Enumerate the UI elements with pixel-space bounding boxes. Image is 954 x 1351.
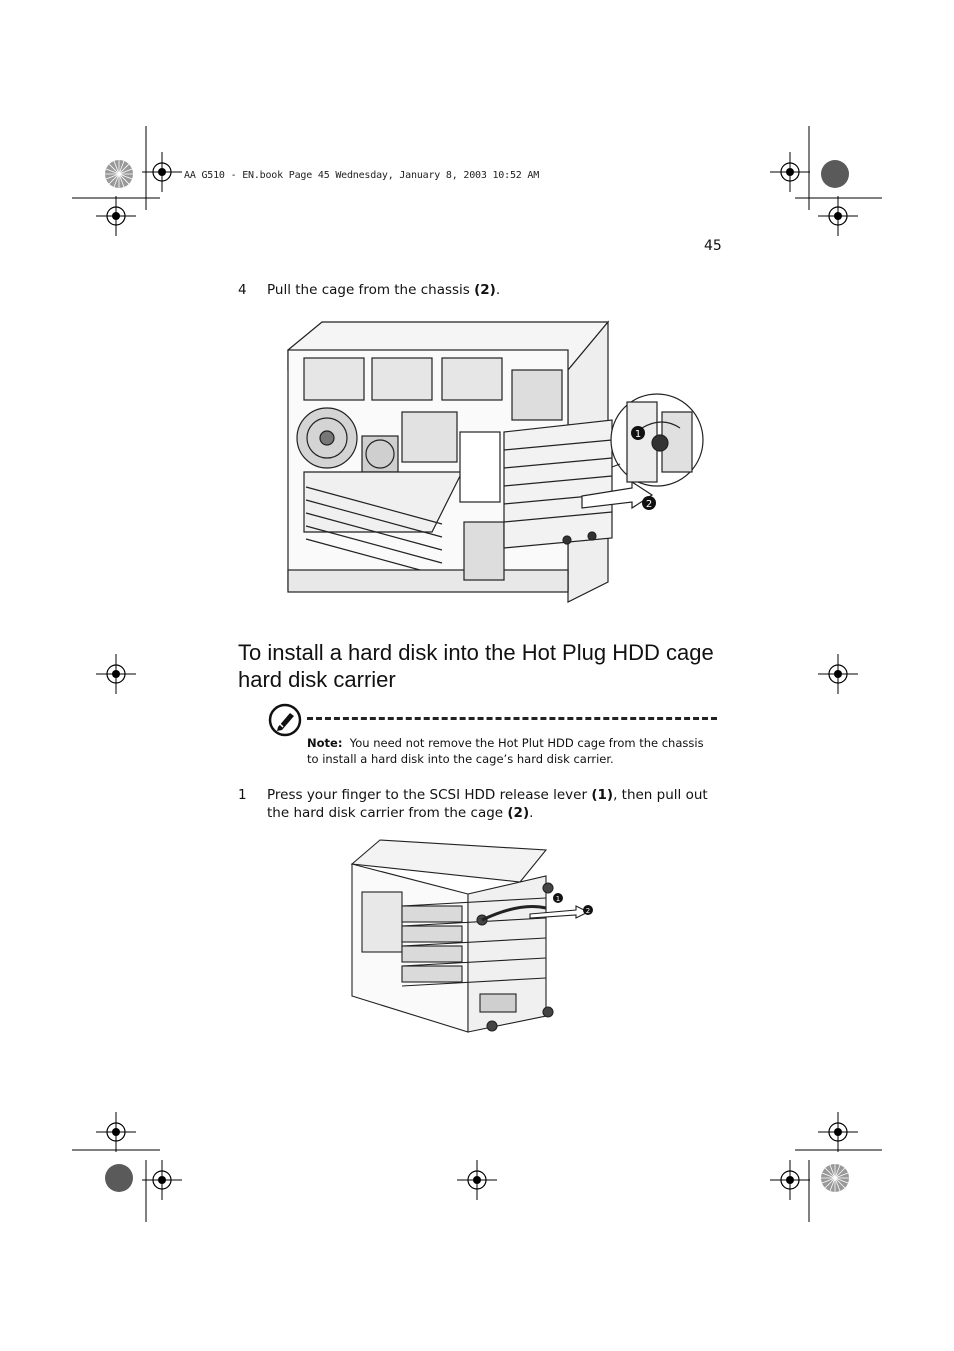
crosshair-target-icon [457,1160,497,1200]
step-text [267,786,717,822]
note-text [307,735,707,767]
step-ref-a: (1) [591,787,614,803]
step-number: 1 [238,787,247,803]
crosshair-target-icon [142,1160,182,1200]
step-number: 4 [238,282,247,298]
callout-2-label: 2 [645,499,653,510]
calibration-disc-icon [820,159,850,189]
step-1 [238,786,718,822]
step-text-body: Pull the cage from the chassis [267,282,475,298]
crosshair-target-icon [818,196,858,236]
crosshair-target-icon [142,152,182,192]
page-number: 45 [704,238,722,254]
note-label: Note: [307,736,343,750]
crosshair-target-icon [770,1160,810,1200]
chassis-cage-removal-figure [282,312,712,602]
callout-2-label: 2 [585,907,591,915]
step-text-part-a: Press your finger to the SCSI HDD release lever [267,787,592,803]
crosshair-target-icon [770,152,810,192]
crosshair-target-icon [818,1112,858,1152]
step-ref-b: (2) [507,805,530,821]
calibration-starburst-icon [104,159,134,189]
callout-1-label: 1 [634,429,642,440]
step-text-tail: . [495,282,501,298]
hdd-carrier-removal-figure [350,836,600,1036]
calibration-disc-icon [104,1163,134,1193]
note-body: You need not remove the Hot Plut HDD cage from the chassis to install a hard disk into the cage’s hard disk carrier. [307,736,704,766]
note-divider [307,717,717,720]
callout-1-label: 1 [555,895,561,903]
crosshair-target-icon [818,654,858,694]
note-pencil-icon [268,703,302,737]
section-heading: To install a hard disk into the Hot Plug HDD cage hard disk carrier [238,640,714,692]
book-slug-line: AA G510 - EN.book Page 45 Wednesday, January 8, 2003 10:52 AM [184,170,540,181]
step-text [267,281,717,299]
crosshair-target-icon [96,1112,136,1152]
step-text-part-b: , then pull out the hard disk carrier from the cage [267,787,708,821]
step-text-tail: . [529,805,534,821]
step-4 [238,281,718,299]
crosshair-target-icon [96,654,136,694]
step-ref: (2) [474,282,496,298]
crosshair-target-icon [96,196,136,236]
calibration-starburst-icon [820,1163,850,1193]
